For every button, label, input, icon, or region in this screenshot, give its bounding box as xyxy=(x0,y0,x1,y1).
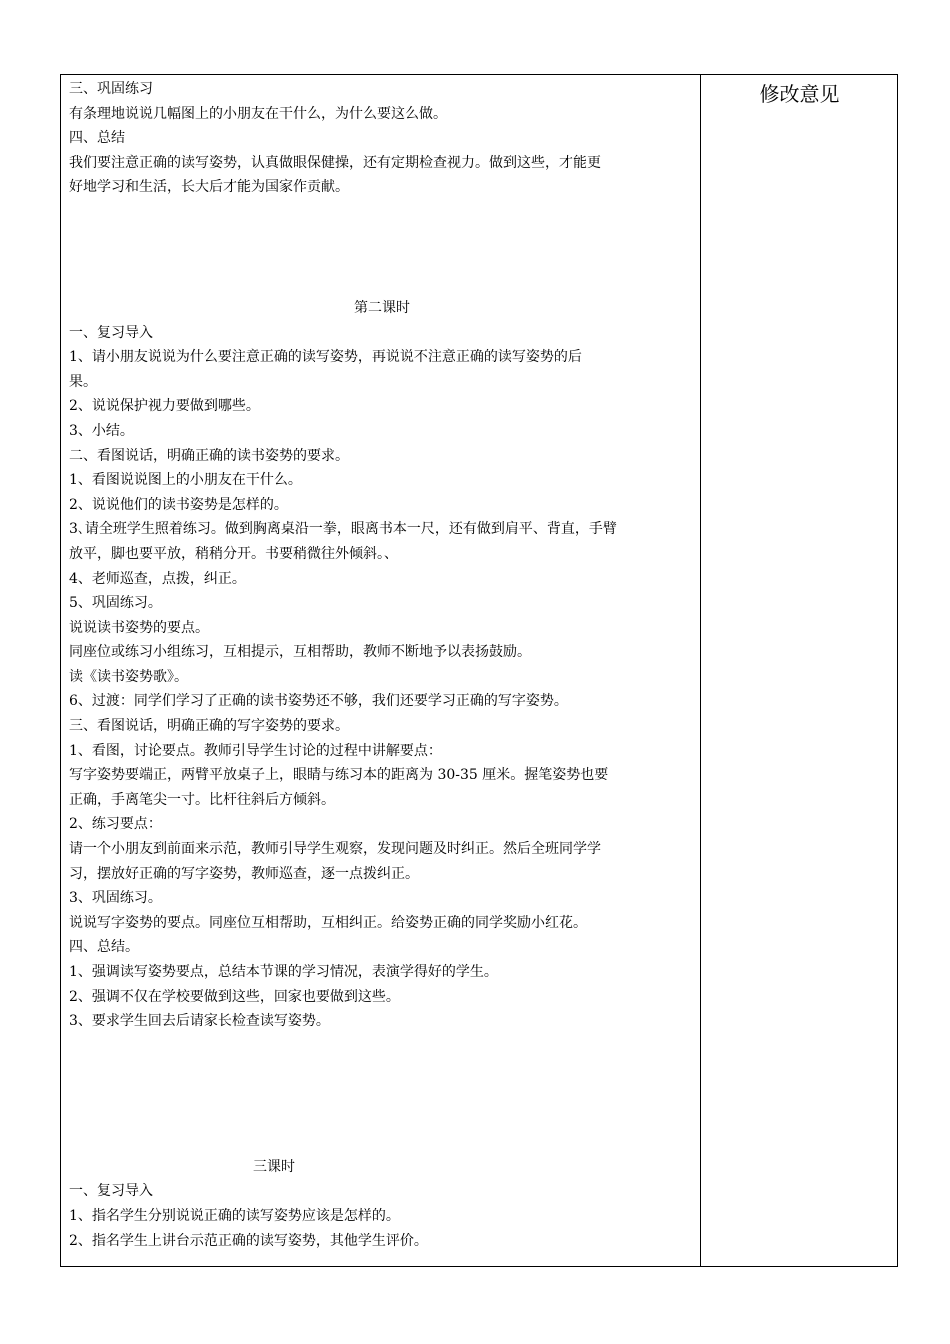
text-line: 5、巩固练习。 xyxy=(69,595,162,612)
text-line: 2、练习要点： xyxy=(69,816,162,833)
text-line: 1、看图，讨论要点。教师引导学生讨论的过程中讲解要点： xyxy=(69,742,442,759)
text-line: 说说写字姿势的要点。同座位互相帮助，互相纠正。给姿势正确的同学奖励小红花。 xyxy=(69,914,587,931)
revision-notes-title: 修改意见 xyxy=(759,82,840,106)
spacer xyxy=(69,1034,695,1155)
text-line: 1、看图说说图上的小朋友在干什么。 xyxy=(69,472,302,489)
spacer xyxy=(69,200,695,296)
text-line: 3、小结。 xyxy=(69,422,134,439)
lesson3-section xyxy=(69,1179,695,1253)
lesson1-tail-section xyxy=(69,77,695,200)
text-line: 习，摆放好正确的写字姿势，教师巡查，逐一点拨纠正。 xyxy=(69,865,419,882)
lesson2-section xyxy=(69,321,695,1034)
lesson-content-column xyxy=(69,77,695,1253)
text-line: 1、强调读写姿势要点，总结本节课的学习情况，表演学得好的学生。 xyxy=(69,964,498,980)
text-line: 1、指名学生分别说说正确的读写姿势应该是怎样的。 xyxy=(69,1207,400,1224)
text-line: 三、巩固练习 xyxy=(69,81,153,97)
text-line: 1、请小朋友说说为什么要注意正确的读写姿势，再说说不注意正确的读写姿势的后 xyxy=(69,349,582,366)
text-line: 四、总结 xyxy=(69,130,125,147)
text-line: 一、复习导入 xyxy=(69,324,153,341)
text-line: 2、强调不仅在学校要做到这些，回家也要做到这些。 xyxy=(69,988,400,1005)
text-line: 说说读书姿势的要点。 xyxy=(69,619,209,636)
column-divider xyxy=(700,75,701,1266)
text-line: 2、说说他们的读书姿势是怎样的。 xyxy=(69,496,288,513)
text-line: 3、巩固练习。 xyxy=(69,890,162,907)
lesson2-heading: 第二课时 xyxy=(354,299,410,316)
text-line: 请一个小朋友到前面来示范，教师引导学生观察，发现问题及时纠正。然后全班同学学 xyxy=(69,841,601,858)
text-line: 一、复习导入 xyxy=(69,1183,153,1200)
text-line: 放平，脚也要平放，稍稍分开。书要稍微往外倾斜。、 xyxy=(69,545,398,562)
lesson-plan-table xyxy=(60,74,898,1267)
text-line: 正确，手离笔尖一寸。比杆往斜后方倾斜。 xyxy=(69,791,335,808)
text-line: 好地学习和生活，长大后才能为国家作贡献。 xyxy=(69,179,349,196)
text-line: 四、总结。 xyxy=(69,939,139,956)
text-line: 同座位或练习小组练习，互相提示，互相帮助，教师不断地予以表扬鼓励。 xyxy=(69,644,531,661)
text-line: 6、过渡：同学们学习了正确的读书姿势还不够，我们还要学习正确的写字姿势。 xyxy=(69,693,568,710)
text-line: 4、老师巡查，点拨，纠正。 xyxy=(69,570,246,587)
text-line: 2、说说保护视力要做到哪些。 xyxy=(69,398,260,415)
text-line: 3、要求学生回去后请家长检查读写姿势。 xyxy=(69,1013,330,1030)
text-line: 二、看图说话，明确正确的读书姿势的要求。 xyxy=(69,447,349,464)
text-line: 果。 xyxy=(69,373,97,390)
text-line: 2、指名学生上讲台示范正确的读写姿势，其他学生评价。 xyxy=(69,1232,428,1249)
lesson3-heading: 三课时 xyxy=(253,1158,295,1175)
text-line: 三、看图说话，明确正确的写字姿势的要求。 xyxy=(69,718,349,735)
text-line: 3､请全班学生照着练习。做到胸离桌沿一拳，眼离书本一尺，还有做到肩平、背直，手臂 xyxy=(69,521,617,538)
revision-notes-column xyxy=(701,75,898,107)
text-line: 我们要注意正确的读写姿势，认真做眼保健操，还有定期检查视力。做到这些，才能更 xyxy=(69,154,601,171)
text-line: 读《读书姿势歌》。 xyxy=(69,668,188,685)
text-line: 写字姿势要端正，两臂平放桌子上，眼睛与练习本的距离为 30-35 厘米。握笔姿势也要 xyxy=(69,767,609,784)
text-line: 有条理地说说几幅图上的小朋友在干什么，为什么要这么做。 xyxy=(69,105,447,122)
